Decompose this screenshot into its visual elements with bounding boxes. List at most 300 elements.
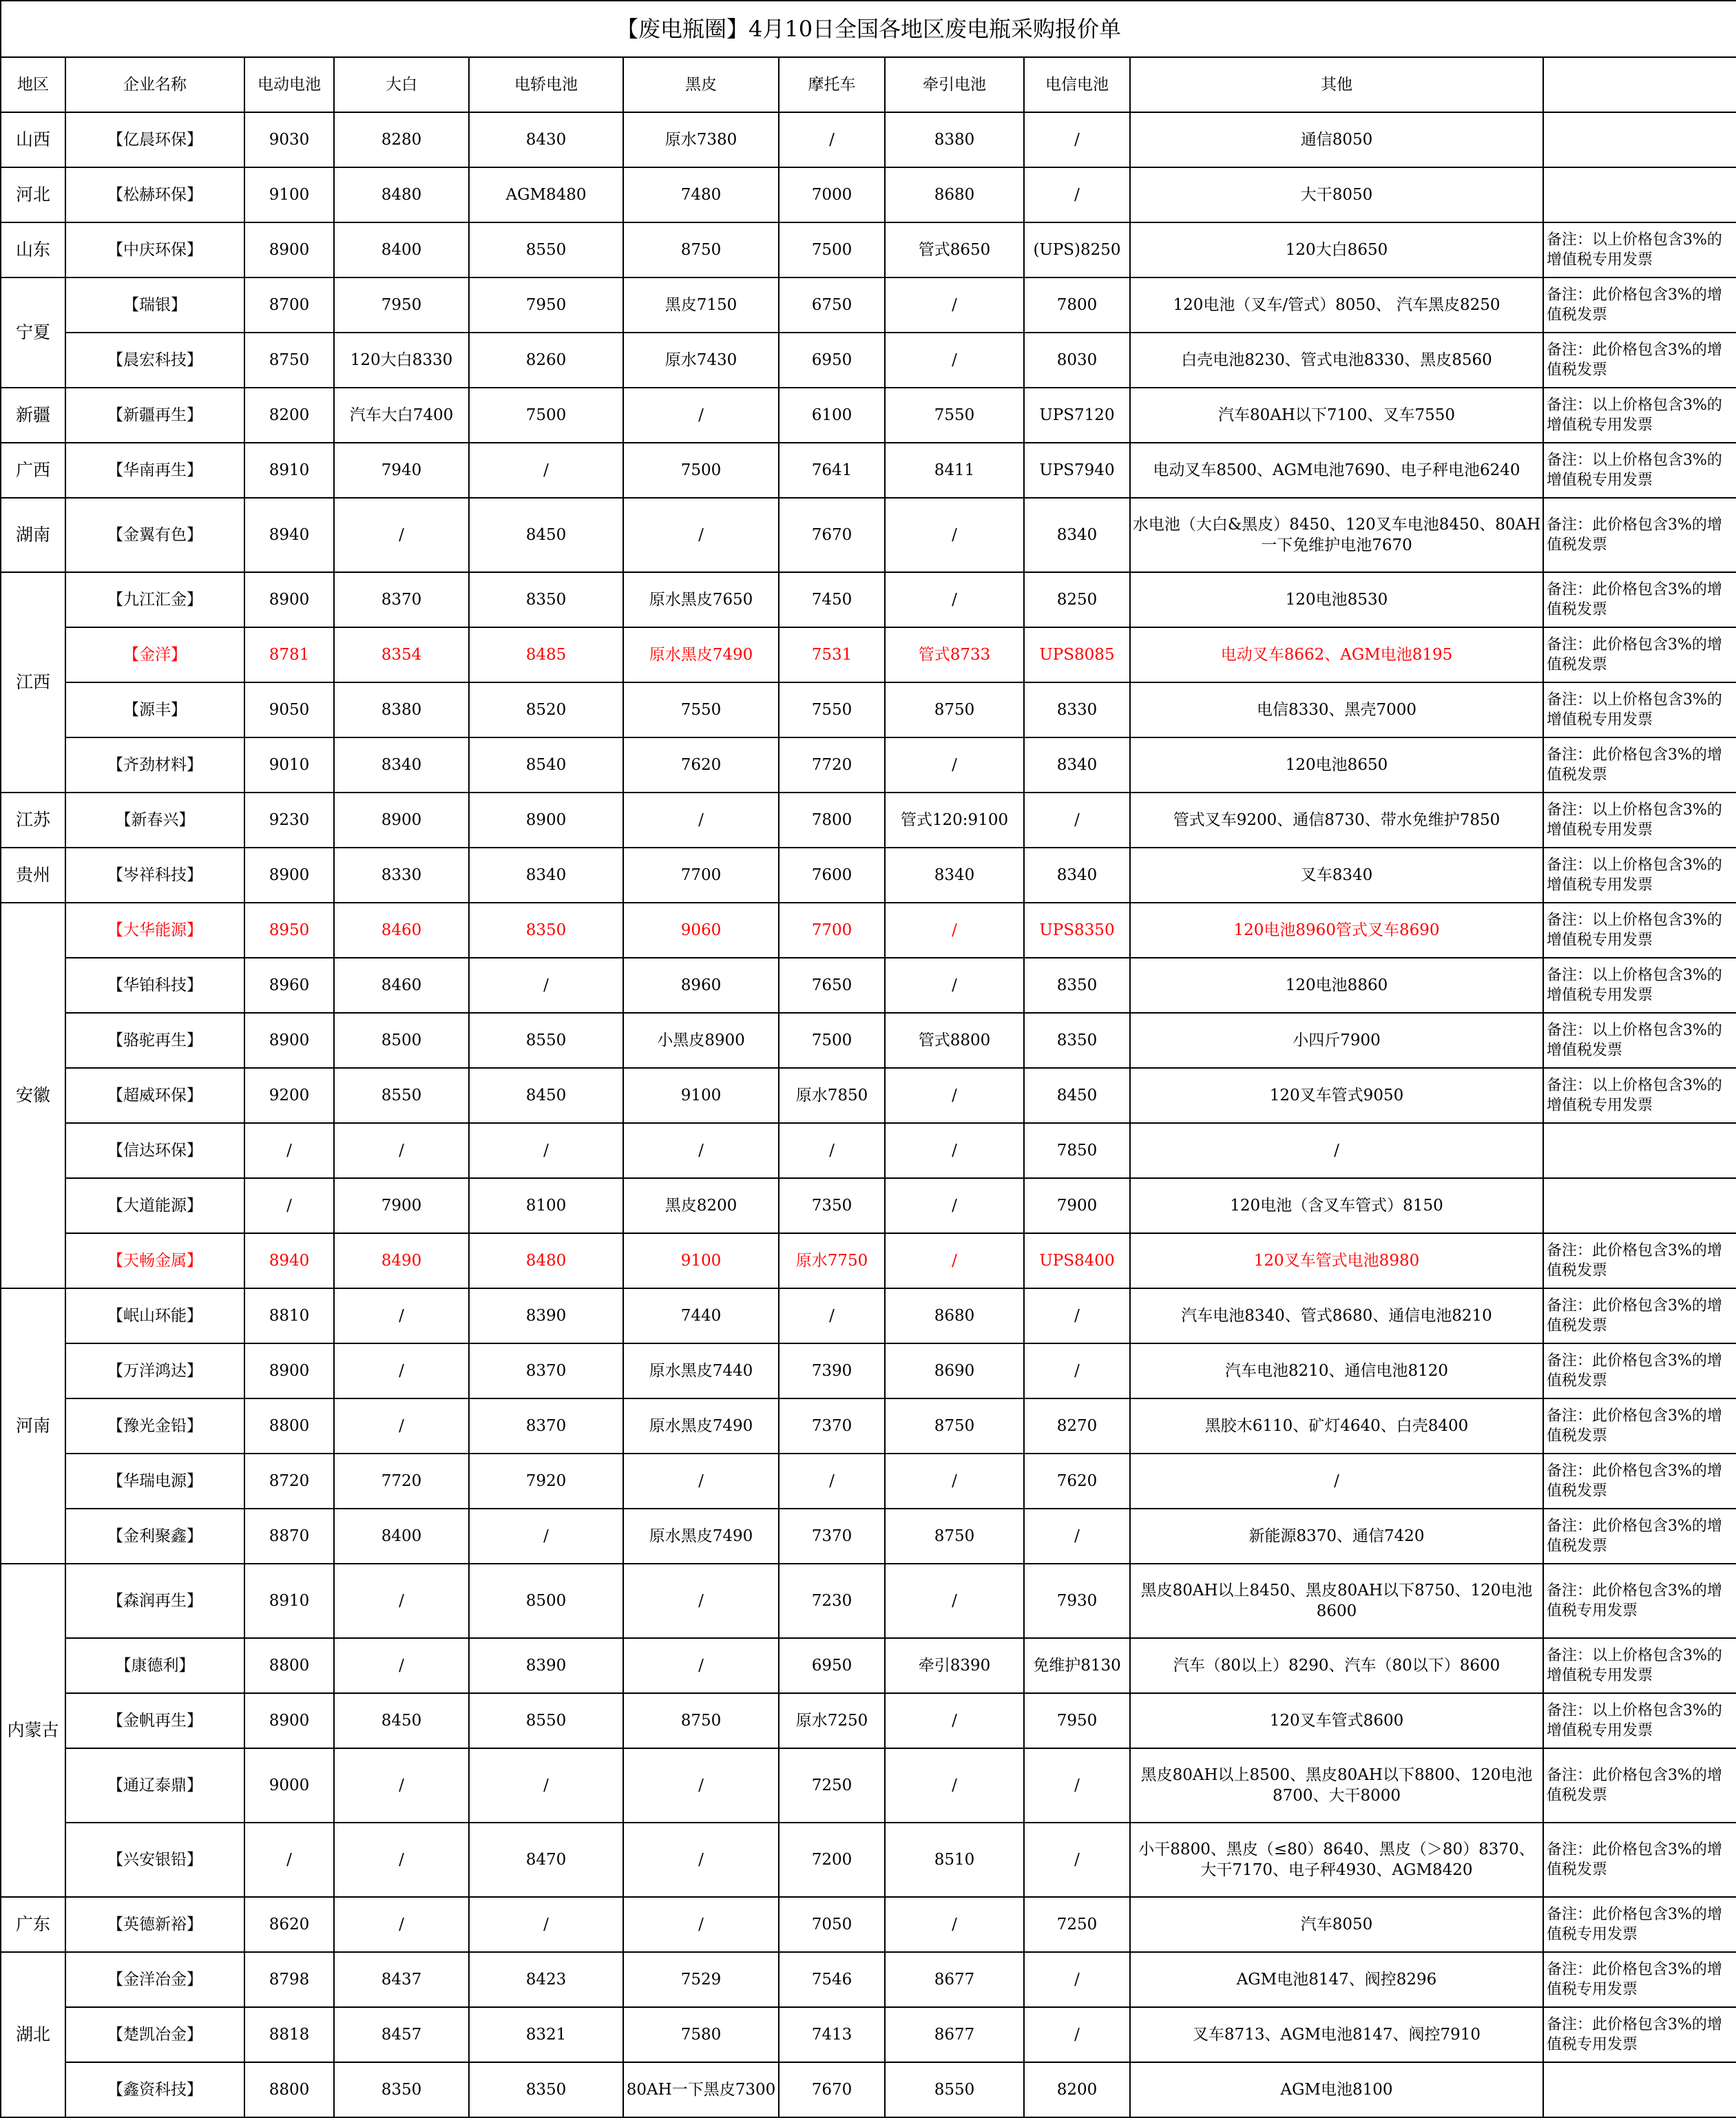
ev-battery-cell: 8960 — [244, 958, 334, 1013]
page-title: 【废电瓶圈】4月10日全国各地区废电瓶采购报价单 — [1, 1, 1736, 57]
ev-battery-cell: 8750 — [244, 333, 334, 388]
car-battery-cell: 8450 — [469, 1068, 623, 1123]
table-row — [1, 333, 1736, 388]
telecom-cell: 7250 — [1024, 1897, 1130, 1952]
column-header: 电动电池 — [244, 57, 334, 112]
traction-cell: / — [885, 1564, 1024, 1638]
motorcycle-cell: / — [779, 1288, 885, 1343]
company-cell: 【金翼有色】 — [65, 498, 244, 572]
car-battery-cell: 8900 — [469, 793, 623, 848]
other-cell: 叉车8340 — [1130, 848, 1543, 903]
company-cell: 【万洋鸿达】 — [65, 1343, 244, 1398]
region-cell: 宁夏 — [1, 277, 65, 388]
table-row — [1, 1288, 1736, 1343]
dabai-cell: 8900 — [334, 793, 469, 848]
car-battery-cell: 8520 — [469, 682, 623, 737]
company-cell: 【华南再生】 — [65, 443, 244, 498]
table-row — [1, 443, 1736, 498]
telecom-cell: / — [1024, 1823, 1130, 1897]
other-cell: 120叉车管式8600 — [1130, 1693, 1543, 1748]
other-cell: 120大白8650 — [1130, 222, 1543, 277]
traction-cell: 7550 — [885, 388, 1024, 443]
other-cell: 120叉车管式9050 — [1130, 1068, 1543, 1123]
ev-battery-cell: 9230 — [244, 793, 334, 848]
telecom-cell: / — [1024, 1952, 1130, 2007]
traction-cell: 8411 — [885, 443, 1024, 498]
telecom-cell: 8270 — [1024, 1398, 1130, 1454]
motorcycle-cell: 7600 — [779, 848, 885, 903]
heipi-cell: 原水黑皮7440 — [623, 1343, 779, 1398]
table-row — [1, 1748, 1736, 1823]
telecom-cell: / — [1024, 1748, 1130, 1823]
ev-battery-cell: 9030 — [244, 112, 334, 167]
table-row — [1, 1454, 1736, 1509]
motorcycle-cell: 原水7250 — [779, 1693, 885, 1748]
note-cell: 备注：此价格包含3%的增值税发票 — [1543, 1454, 1736, 1509]
car-battery-cell: 8260 — [469, 333, 623, 388]
table-row — [1, 682, 1736, 737]
other-cell: 黑皮80AH以上8500、黑皮80AH以下8800、120电池8700、大干8000 — [1130, 1748, 1543, 1823]
ev-battery-cell: 8700 — [244, 277, 334, 333]
telecom-cell: / — [1024, 1509, 1130, 1564]
company-cell: 【豫光金铅】 — [65, 1398, 244, 1454]
company-cell: 【信达环保】 — [65, 1123, 244, 1178]
motorcycle-cell: 7670 — [779, 2062, 885, 2117]
dabai-cell: 8480 — [334, 167, 469, 222]
heipi-cell: 7700 — [623, 848, 779, 903]
dabai-cell: / — [334, 1288, 469, 1343]
ev-battery-cell: 8900 — [244, 1343, 334, 1398]
ev-battery-cell: 8200 — [244, 388, 334, 443]
car-battery-cell: 8430 — [469, 112, 623, 167]
dabai-cell: / — [334, 1398, 469, 1454]
car-battery-cell: 8390 — [469, 1288, 623, 1343]
other-cell: 120电池8530 — [1130, 572, 1543, 627]
telecom-cell: / — [1024, 167, 1130, 222]
telecom-cell: / — [1024, 793, 1130, 848]
note-cell: 备注：此价格包含3%的增值税发票 — [1543, 498, 1736, 572]
column-header — [1543, 57, 1736, 112]
other-cell: 汽车电池8210、通信电池8120 — [1130, 1343, 1543, 1398]
other-cell: 汽车80AH以下7100、叉车7550 — [1130, 388, 1543, 443]
telecom-cell: 8450 — [1024, 1068, 1130, 1123]
traction-cell: 管式120:9100 — [885, 793, 1024, 848]
traction-cell: 8690 — [885, 1343, 1024, 1398]
motorcycle-cell: 7546 — [779, 1952, 885, 2007]
note-cell: 备注：以上价格包含3%的增值税专用发票 — [1543, 1693, 1736, 1748]
motorcycle-cell: 7200 — [779, 1823, 885, 1897]
note-cell — [1543, 2062, 1736, 2117]
ev-battery-cell: 8800 — [244, 1638, 334, 1693]
car-battery-cell: 7920 — [469, 1454, 623, 1509]
ev-battery-cell: 8910 — [244, 443, 334, 498]
traction-cell: 牵引8390 — [885, 1638, 1024, 1693]
ev-battery-cell: 9010 — [244, 737, 334, 793]
telecom-cell: / — [1024, 2007, 1130, 2062]
dabai-cell: / — [334, 1564, 469, 1638]
dabai-cell: 8500 — [334, 1013, 469, 1068]
other-cell: 汽车8050 — [1130, 1897, 1543, 1952]
table-row — [1, 1343, 1736, 1398]
dabai-cell: 8450 — [334, 1693, 469, 1748]
column-header: 企业名称 — [65, 57, 244, 112]
other-cell: AGM电池8100 — [1130, 2062, 1543, 2117]
dabai-cell: / — [334, 1343, 469, 1398]
ev-battery-cell: 8800 — [244, 2062, 334, 2117]
dabai-cell: / — [334, 498, 469, 572]
ev-battery-cell: 8900 — [244, 572, 334, 627]
company-cell: 【瑞银】 — [65, 277, 244, 333]
note-cell: 备注：以上价格包含3%的增值税专用发票 — [1543, 848, 1736, 903]
table-row — [1, 1123, 1736, 1178]
car-battery-cell: 8321 — [469, 2007, 623, 2062]
other-cell: 水电池（大白&黑皮）8450、120叉车电池8450、80AH一下免维护电池7670 — [1130, 498, 1543, 572]
other-cell: 120电池（含叉车管式）8150 — [1130, 1178, 1543, 1233]
motorcycle-cell: 6950 — [779, 1638, 885, 1693]
motorcycle-cell: / — [779, 1123, 885, 1178]
motorcycle-cell: 7050 — [779, 1897, 885, 1952]
car-battery-cell: 8485 — [469, 627, 623, 682]
car-battery-cell: 8340 — [469, 848, 623, 903]
car-battery-cell: 8500 — [469, 1564, 623, 1638]
header-row — [1, 57, 1736, 112]
heipi-cell: 原水黑皮7490 — [623, 1509, 779, 1564]
motorcycle-cell: 7450 — [779, 572, 885, 627]
note-cell: 备注：此价格包含3%的增值税专用发票 — [1543, 1897, 1736, 1952]
motorcycle-cell: 7650 — [779, 958, 885, 1013]
telecom-cell: 免维护8130 — [1024, 1638, 1130, 1693]
car-battery-cell: / — [469, 958, 623, 1013]
motorcycle-cell: 7670 — [779, 498, 885, 572]
table-row — [1, 737, 1736, 793]
dabai-cell: 8350 — [334, 2062, 469, 2117]
ev-battery-cell: 8950 — [244, 903, 334, 958]
ev-battery-cell: / — [244, 1823, 334, 1897]
motorcycle-cell: 7230 — [779, 1564, 885, 1638]
motorcycle-cell: 6950 — [779, 333, 885, 388]
other-cell: 新能源8370、通信7420 — [1130, 1509, 1543, 1564]
other-cell: 汽车（80以上）8290、汽车（80以下）8600 — [1130, 1638, 1543, 1693]
telecom-cell: 8030 — [1024, 333, 1130, 388]
telecom-cell: 8340 — [1024, 737, 1130, 793]
company-cell: 【大华能源】 — [65, 903, 244, 958]
ev-battery-cell: 8900 — [244, 1013, 334, 1068]
heipi-cell: 原水黑皮7490 — [623, 1398, 779, 1454]
ev-battery-cell: 8900 — [244, 848, 334, 903]
table-row — [1, 1638, 1736, 1693]
note-cell — [1543, 167, 1736, 222]
car-battery-cell: / — [469, 443, 623, 498]
car-battery-cell: 8350 — [469, 572, 623, 627]
motorcycle-cell: 7000 — [779, 167, 885, 222]
car-battery-cell: 8540 — [469, 737, 623, 793]
traction-cell: 8550 — [885, 2062, 1024, 2117]
ev-battery-cell: 8818 — [244, 2007, 334, 2062]
company-cell: 【鑫资科技】 — [65, 2062, 244, 2117]
company-cell: 【松赫环保】 — [65, 167, 244, 222]
car-battery-cell: / — [469, 1748, 623, 1823]
ev-battery-cell: 9100 — [244, 167, 334, 222]
dabai-cell: 8400 — [334, 1509, 469, 1564]
table-row — [1, 277, 1736, 333]
table-row — [1, 1693, 1736, 1748]
ev-battery-cell: 8910 — [244, 1564, 334, 1638]
traction-cell: / — [885, 1748, 1024, 1823]
telecom-cell: / — [1024, 1288, 1130, 1343]
traction-cell: / — [885, 1454, 1024, 1509]
other-cell: 大干8050 — [1130, 167, 1543, 222]
motorcycle-cell: 7800 — [779, 793, 885, 848]
ev-battery-cell: 8940 — [244, 498, 334, 572]
ev-battery-cell: 9000 — [244, 1748, 334, 1823]
column-header: 牵引电池 — [885, 57, 1024, 112]
column-header: 黑皮 — [623, 57, 779, 112]
heipi-cell: 7440 — [623, 1288, 779, 1343]
heipi-cell: 7500 — [623, 443, 779, 498]
ev-battery-cell: 9050 — [244, 682, 334, 737]
other-cell: 黑皮80AH以上8450、黑皮80AH以下8750、120电池8600 — [1130, 1564, 1543, 1638]
motorcycle-cell: 6750 — [779, 277, 885, 333]
dabai-cell: 7720 — [334, 1454, 469, 1509]
traction-cell: 8750 — [885, 1398, 1024, 1454]
table-row — [1, 498, 1736, 572]
heipi-cell: 80AH一下黑皮7300 — [623, 2062, 779, 2117]
note-cell: 备注：以上价格包含3%的增值税专用发票 — [1543, 388, 1736, 443]
table-row — [1, 1398, 1736, 1454]
ev-battery-cell: 8940 — [244, 1233, 334, 1288]
table-row — [1, 1233, 1736, 1288]
heipi-cell: 7480 — [623, 167, 779, 222]
dabai-cell: / — [334, 1897, 469, 1952]
company-cell: 【金帆再生】 — [65, 1693, 244, 1748]
table-row — [1, 1509, 1736, 1564]
telecom-cell: 7620 — [1024, 1454, 1130, 1509]
dabai-cell: 8370 — [334, 572, 469, 627]
other-cell: AGM电池8147、阀控8296 — [1130, 1952, 1543, 2007]
motorcycle-cell: 7390 — [779, 1343, 885, 1398]
traction-cell: 8680 — [885, 1288, 1024, 1343]
region-cell: 山东 — [1, 222, 65, 277]
region-cell: 新疆 — [1, 388, 65, 443]
other-cell: / — [1130, 1454, 1543, 1509]
table-row — [1, 958, 1736, 1013]
telecom-cell: 7850 — [1024, 1123, 1130, 1178]
column-header: 摩托车 — [779, 57, 885, 112]
dabai-cell: 8550 — [334, 1068, 469, 1123]
motorcycle-cell: 7500 — [779, 1013, 885, 1068]
telecom-cell: UPS8400 — [1024, 1233, 1130, 1288]
company-cell: 【骆驼再生】 — [65, 1013, 244, 1068]
car-battery-cell: 8550 — [469, 1693, 623, 1748]
car-battery-cell: 7950 — [469, 277, 623, 333]
company-cell: 【天畅金属】 — [65, 1233, 244, 1288]
car-battery-cell: 8370 — [469, 1343, 623, 1398]
car-battery-cell: AGM8480 — [469, 167, 623, 222]
other-cell: 小干8800、黑皮（≤80）8640、黑皮（＞80）8370、大干7170、电子秤4930、AGM8420 — [1130, 1823, 1543, 1897]
motorcycle-cell: 原水7850 — [779, 1068, 885, 1123]
heipi-cell: 7620 — [623, 737, 779, 793]
traction-cell: / — [885, 572, 1024, 627]
dabai-cell: 8460 — [334, 958, 469, 1013]
car-battery-cell: 8470 — [469, 1823, 623, 1897]
telecom-cell: 8250 — [1024, 572, 1130, 627]
dabai-cell: / — [334, 1123, 469, 1178]
note-cell: 备注：此价格包含3%的增值税发票 — [1543, 1398, 1736, 1454]
table-row — [1, 167, 1736, 222]
table-row — [1, 1178, 1736, 1233]
telecom-cell: 7950 — [1024, 1693, 1130, 1748]
heipi-cell: 8750 — [623, 222, 779, 277]
company-cell: 【亿晨环保】 — [65, 112, 244, 167]
company-cell: 【兴安银铅】 — [65, 1823, 244, 1897]
note-cell: 备注：此价格包含3%的增值税专用发票 — [1543, 1952, 1736, 2007]
telecom-cell: 8340 — [1024, 498, 1130, 572]
telecom-cell: 8330 — [1024, 682, 1130, 737]
other-cell: 120电池8860 — [1130, 958, 1543, 1013]
company-cell: 【英德新裕】 — [65, 1897, 244, 1952]
car-battery-cell: 8550 — [469, 1013, 623, 1068]
traction-cell: 8677 — [885, 2007, 1024, 2062]
traction-cell: / — [885, 903, 1024, 958]
other-cell: / — [1130, 1123, 1543, 1178]
telecom-cell: 8350 — [1024, 958, 1130, 1013]
traction-cell: / — [885, 1693, 1024, 1748]
other-cell: 白壳电池8230、管式电池8330、黑皮8560 — [1130, 333, 1543, 388]
other-cell: 电动叉车8662、AGM电池8195 — [1130, 627, 1543, 682]
other-cell: 管式叉车9200、通信8730、带水免维护7850 — [1130, 793, 1543, 848]
company-cell: 【金洋】 — [65, 627, 244, 682]
region-cell: 山西 — [1, 112, 65, 167]
dabai-cell: 8280 — [334, 112, 469, 167]
company-cell: 【九江汇金】 — [65, 572, 244, 627]
ev-battery-cell: / — [244, 1178, 334, 1233]
note-cell: 备注：此价格包含3%的增值税发票 — [1543, 572, 1736, 627]
traction-cell: / — [885, 1068, 1024, 1123]
dabai-cell: 8437 — [334, 1952, 469, 2007]
heipi-cell: 7550 — [623, 682, 779, 737]
traction-cell: / — [885, 1178, 1024, 1233]
company-cell: 【华铂科技】 — [65, 958, 244, 1013]
car-battery-cell: 8480 — [469, 1233, 623, 1288]
table-row — [1, 1564, 1736, 1638]
ev-battery-cell: 8720 — [244, 1454, 334, 1509]
heipi-cell: 原水7380 — [623, 112, 779, 167]
dabai-cell: 汽车大白7400 — [334, 388, 469, 443]
ev-battery-cell: / — [244, 1123, 334, 1178]
traction-cell: / — [885, 1233, 1024, 1288]
other-cell: 小四斤7900 — [1130, 1013, 1543, 1068]
company-cell: 【超威环保】 — [65, 1068, 244, 1123]
note-cell: 备注：以上价格包含3%的增值税专用发票 — [1543, 793, 1736, 848]
traction-cell: 管式8800 — [885, 1013, 1024, 1068]
region-cell: 河北 — [1, 167, 65, 222]
car-battery-cell: 8370 — [469, 1398, 623, 1454]
note-cell: 备注：此价格包含3%的增值税发票 — [1543, 627, 1736, 682]
note-cell — [1543, 1178, 1736, 1233]
note-cell: 备注：此价格包含3%的增值税发票 — [1543, 1823, 1736, 1897]
note-cell: 备注：此价格包含3%的增值税发票 — [1543, 1288, 1736, 1343]
region-cell: 广东 — [1, 1897, 65, 1952]
region-cell: 广西 — [1, 443, 65, 498]
ev-battery-cell: 8870 — [244, 1509, 334, 1564]
other-cell: 120电池（叉车/管式）8050、 汽车黑皮8250 — [1130, 277, 1543, 333]
heipi-cell: 9060 — [623, 903, 779, 958]
heipi-cell: / — [623, 1123, 779, 1178]
dabai-cell: 7900 — [334, 1178, 469, 1233]
car-battery-cell: 8100 — [469, 1178, 623, 1233]
heipi-cell: / — [623, 1564, 779, 1638]
region-cell: 湖北 — [1, 1952, 65, 2117]
company-cell: 【楚凯冶金】 — [65, 2007, 244, 2062]
company-cell: 【新春兴】 — [65, 793, 244, 848]
telecom-cell: 7800 — [1024, 277, 1130, 333]
region-cell: 贵州 — [1, 848, 65, 903]
note-cell: 备注：此价格包含3%的增值税专用发票 — [1543, 2007, 1736, 2062]
company-cell: 【岷山环能】 — [65, 1288, 244, 1343]
note-cell: 备注：此价格包含3%的增值税发票 — [1543, 277, 1736, 333]
company-cell: 【通辽泰鼎】 — [65, 1748, 244, 1823]
heipi-cell: / — [623, 388, 779, 443]
heipi-cell: 9100 — [623, 1068, 779, 1123]
note-cell: 备注：以上价格包含3%的增值税专用发票 — [1543, 443, 1736, 498]
table-row — [1, 1013, 1736, 1068]
table-row — [1, 627, 1736, 682]
other-cell: 黑胶木6110、矿灯4640、白壳8400 — [1130, 1398, 1543, 1454]
motorcycle-cell: 7413 — [779, 2007, 885, 2062]
ev-battery-cell: 8781 — [244, 627, 334, 682]
column-header: 地区 — [1, 57, 65, 112]
note-cell: 备注：此价格包含3%的增值税专用发票 — [1543, 1564, 1736, 1638]
heipi-cell: 原水黑皮7650 — [623, 572, 779, 627]
dabai-cell: / — [334, 1823, 469, 1897]
motorcycle-cell: 7350 — [779, 1178, 885, 1233]
note-cell: 备注：此价格包含3%的增值税发票 — [1543, 1509, 1736, 1564]
motorcycle-cell: 7720 — [779, 737, 885, 793]
dabai-cell: 8490 — [334, 1233, 469, 1288]
note-cell: 备注：此价格包含3%的增值税发票 — [1543, 333, 1736, 388]
ev-battery-cell: 8900 — [244, 1693, 334, 1748]
dabai-cell: 8340 — [334, 737, 469, 793]
car-battery-cell: 8450 — [469, 498, 623, 572]
telecom-cell: 8350 — [1024, 1013, 1130, 1068]
heipi-cell: 8960 — [623, 958, 779, 1013]
company-cell: 【康德利】 — [65, 1638, 244, 1693]
traction-cell: / — [885, 1123, 1024, 1178]
dabai-cell: 8457 — [334, 2007, 469, 2062]
heipi-cell: 黑皮8200 — [623, 1178, 779, 1233]
table-row — [1, 112, 1736, 167]
telecom-cell: UPS7120 — [1024, 388, 1130, 443]
ev-battery-cell: 9200 — [244, 1068, 334, 1123]
other-cell: 叉车8713、AGM电池8147、阀控7910 — [1130, 2007, 1543, 2062]
heipi-cell: 黑皮7150 — [623, 277, 779, 333]
table-row — [1, 572, 1736, 627]
company-cell: 【齐劲材料】 — [65, 737, 244, 793]
table-row — [1, 1823, 1736, 1897]
heipi-cell: / — [623, 1638, 779, 1693]
dabai-cell: 8400 — [334, 222, 469, 277]
company-cell: 【金洋冶金】 — [65, 1952, 244, 2007]
dabai-cell: 120大白8330 — [334, 333, 469, 388]
motorcycle-cell: 7700 — [779, 903, 885, 958]
motorcycle-cell: 7531 — [779, 627, 885, 682]
note-cell: 备注：以上价格包含3%的增值税发票 — [1543, 1013, 1736, 1068]
telecom-cell: / — [1024, 1343, 1130, 1398]
heipi-cell: / — [623, 1454, 779, 1509]
telecom-cell: UPS8350 — [1024, 903, 1130, 958]
note-cell: 备注：此价格包含3%的增值税发票 — [1543, 737, 1736, 793]
company-cell: 【金利聚鑫】 — [65, 1509, 244, 1564]
